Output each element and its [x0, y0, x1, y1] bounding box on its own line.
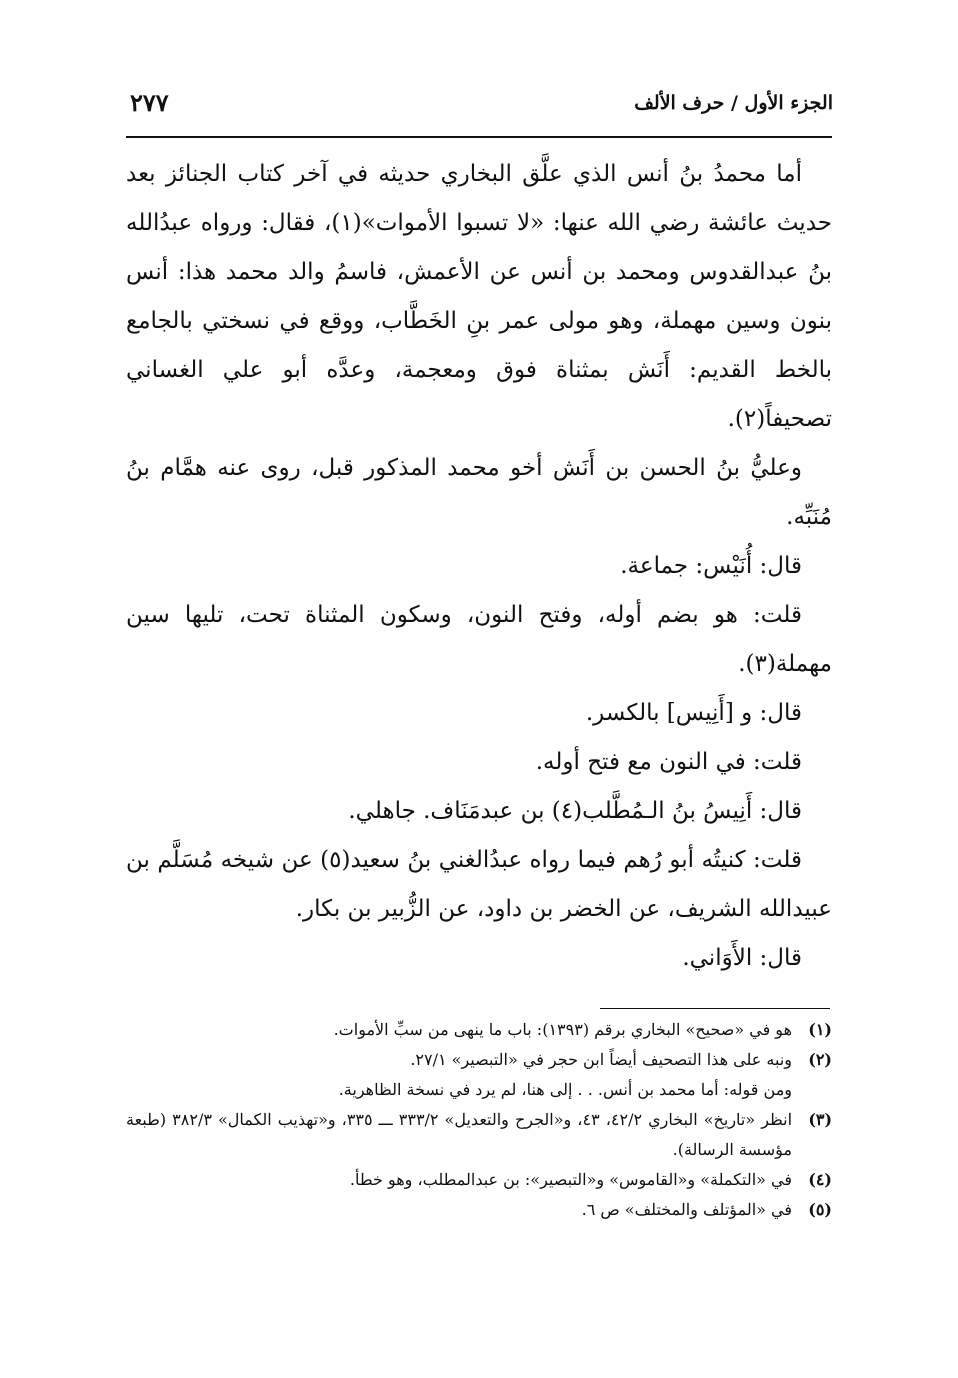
footnote-number: (٥)	[808, 1200, 832, 1219]
paragraph-qultu-kunyatuhu: قلت: كنيتُه أبو رُهم فيما رواه عبدُالغني بنُ سعيد(٥) عن شيخه مُسَلَّم بن عبيدالله الشريف، عن الخضر بن داود، عن الزُّبير بن بكار.	[126, 847, 832, 922]
footnote-1	[126, 1015, 832, 1045]
footnotes	[126, 1015, 832, 1225]
footnote-number: (١)	[808, 1020, 832, 1039]
footnote-2	[126, 1045, 832, 1075]
paragraph-qultu-anis: قلت: في النون مع فتح أوله.	[535, 749, 802, 775]
paragraph-qala-unays: قال: أُنَيْس: جماعة.	[620, 553, 802, 579]
page-number: ٢٧٧	[130, 88, 169, 117]
footnote-number: (٢)	[808, 1050, 832, 1069]
paragraph-muhammad-bin-anas: أما محمدُ بنُ أنس الذي علَّق البخاري حديثه في آخر كتاب الجنائز بعد حديث عائشة رضي الله عنها: «لا تسبوا الأموات»(١)، فقال: ورواه عبدُالله بنُ عبدالقدوس ومحمد بن أنس عن الأعمش، فاسمُ والد محمد هذا: أنس بنون وسين مهملة، وهو مولى عمر بنِ الخَطَّاب، ووقع في نسختي بالجامع بالخط القديم: أَنَش بمثناة فوق ومعجمة، وعدَّه أبو علي الغساني تصحيفاً(٢).	[126, 161, 832, 432]
footnote-4	[126, 1165, 832, 1195]
footnote-text: في «المؤتلف والمختلف» ص ٦.	[581, 1200, 792, 1219]
paragraph-ali-bin-al-hasan: وعليُّ بنُ الحسن بن أَنَش أخو محمد المذكور قبل، روى عنه همَّام بنُ مُنَبِّه.	[126, 455, 832, 530]
paragraph-qala-anis-bin-al-muttalib: قال: أَنِيسُ بنُ الـمُطَّلب(٤) بن عبدمَنَاف. جاهلي.	[348, 798, 802, 824]
footnote-text: انظر «تاريخ» البخاري ٤٢/٢، ٤٣، و«الجرح والتعديل» ٣٣٣/٢ ـــ ٣٣٥، و«تهذيب الكمال» ٣٨٢/٣ (طبعة مؤسسة الرسالة).	[126, 1110, 793, 1159]
paragraph-qala-anis: قال: و [أَنِيس] بالكسر.	[585, 700, 802, 726]
footnote-text: في «التكملة» و«القاموس» و«التبصير»: بن عبدالمطلب، وهو خطأ.	[349, 1170, 792, 1189]
footnote-number: (٣)	[808, 1110, 833, 1129]
footnote-text: هو في «صحيح» البخاري برقم (١٣٩٣): باب ما ينهى من سبِّ الأموات.	[333, 1020, 792, 1039]
running-header-title: الجزء الأول / حرف الألف	[634, 92, 833, 114]
header-rule	[126, 136, 832, 138]
main-text	[126, 150, 832, 983]
footnote-text: ونبه على هذا التصحيف أيضاً ابن حجر في «التبصير» ٢٧/١.	[410, 1050, 792, 1069]
paragraph-qultu-unays: قلت: هو بضم أوله، وفتح النون، وسكون المثناة تحت، تليها سين مهملة(٣).	[126, 602, 832, 677]
footnote-rule	[600, 1008, 830, 1009]
footnote-3	[126, 1105, 832, 1165]
footnote-2-continuation: ومن قوله: أما محمد بن أنس. . . إلى هنا، لم يرد في نسخة الظاهرية.	[338, 1080, 792, 1099]
footnote-number: (٤)	[808, 1170, 832, 1189]
footnote-5	[126, 1195, 832, 1225]
paragraph-qala-al-awani: قال: الأَوَاني.	[682, 945, 802, 971]
